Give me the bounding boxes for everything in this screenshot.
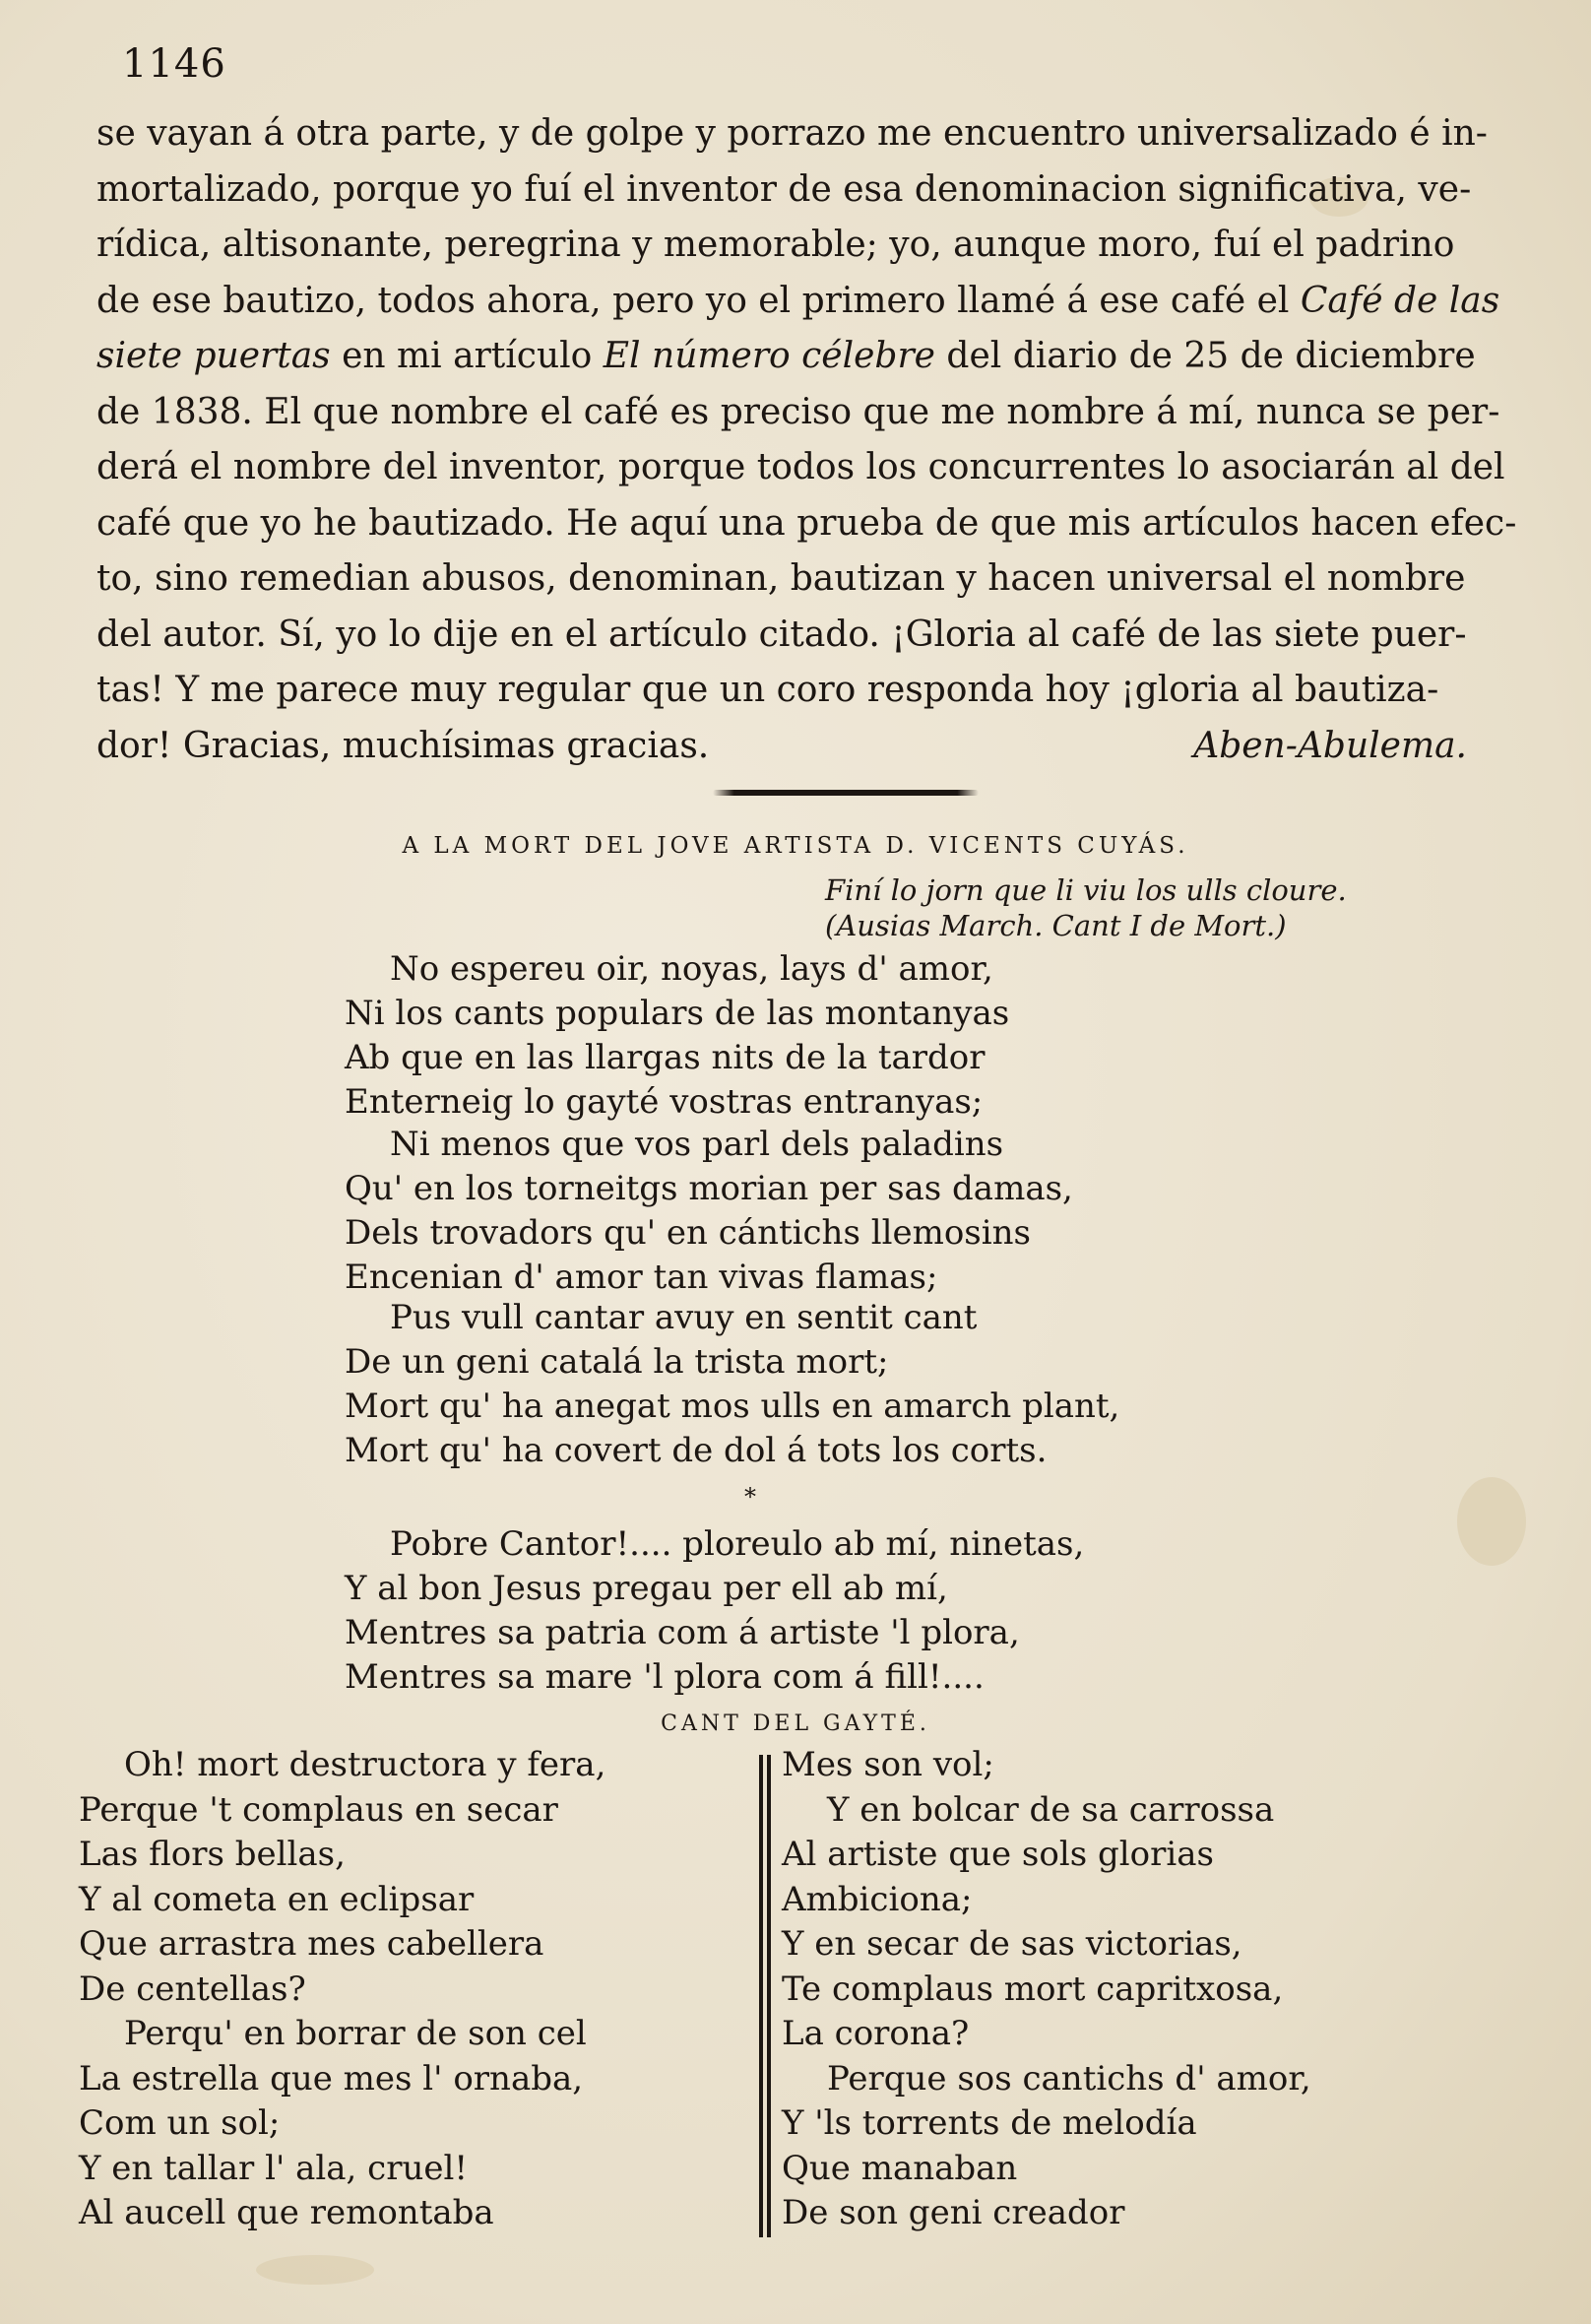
prose-text: derá el nombre del inventor, porque todos los concurrentes lo asociarán al del [96, 447, 1505, 487]
verse-line: Ambiciona; [782, 1879, 973, 1919]
prose-line [96, 329, 1476, 385]
page-number: 1146 [122, 41, 226, 87]
verse-line: Y en secar de sas victorias, [782, 1924, 1242, 1964]
verse-line: La estrella que mes l' ornaba, [79, 2058, 584, 2098]
poem-stanza [345, 1522, 1084, 1700]
epigraph-line: Finí lo jorn que li viu los ulls cloure. [825, 873, 1347, 907]
verse-line: Al artiste que sols glorias [782, 1835, 1214, 1874]
poem-stanza [345, 1296, 1119, 1473]
verse-line: Mort qu' ha anegat mos ulls en amarch plant, [345, 1387, 1120, 1426]
verse-line: Enterneig lo gayté vostras entranyas; [345, 1082, 984, 1122]
verse-line: Y al bon Jesus pregau per ell ab mí, [345, 1569, 948, 1608]
prose-line [96, 663, 1467, 719]
prose-line [96, 162, 1472, 219]
verse-line: Ab que en las llargas nits de la tardor [345, 1038, 986, 1077]
prose-text: del autor. Sí, yo lo dije en el artículo citado. ¡Gloria al café de las siete puer- [96, 613, 1467, 655]
section-divider [713, 790, 979, 796]
verse-line: Y 'ls torrents de melodía [782, 2103, 1197, 2143]
asterisk-separator: * [744, 1483, 756, 1511]
prose-italic-text: El número célebre [603, 336, 935, 376]
verse-line: Y en bolcar de sa carrossa [827, 1789, 1275, 1830]
prose-text: en mi artículo [330, 336, 604, 376]
cant-title: CANT DEL GAYTÉ. [661, 1711, 930, 1736]
prose-line [96, 385, 1500, 441]
prose-text: de 1838. El que nombre el café es preciso que me nombre á mí, nunca se per- [96, 391, 1500, 432]
verse-line: Qu' en los torneitgs morian per sas damas, [345, 1169, 1073, 1208]
prose-line [96, 608, 1467, 664]
prose-text: café que yo he bautizado. He aquí una prueba de que mis artículos hacen efec- [96, 502, 1517, 544]
verse-line: Pus vull cantar avuy en sentit cant [390, 1298, 978, 1337]
prose-block [96, 106, 1517, 774]
verse-line: Pobre Cantor!.... ploreulo ab mí, ninetas, [390, 1524, 1085, 1564]
poem-title: A LA MORT DEL JOVE ARTISTA D. VICENTS CUYÁS. [402, 833, 1189, 859]
verse-line: No espereu oir, noyas, lays d' amor, [390, 949, 993, 989]
verse-line: Encenian d' amor tan vivas flamas; [345, 1258, 938, 1297]
verse-column-left [79, 1743, 605, 2236]
prose-text: de ese bautizo, todos ahora, pero yo el primero llamé á ese café el [96, 280, 1301, 321]
verse-line: Y al cometa en eclipsar [79, 1879, 475, 1919]
prose-text: se vayan á otra parte, y de golpe y porrazo me encuentro universalizado é in- [96, 113, 1488, 154]
prose-line [96, 719, 1467, 775]
verse-line: De centellas? [79, 1969, 306, 2009]
epigraph [825, 872, 1347, 943]
author-signature: Aben-Abulema. [1193, 725, 1467, 766]
verse-line: De son geni creador [782, 2193, 1125, 2232]
prose-text: del diario de 25 de diciembre [934, 336, 1476, 376]
verse-line: Mentres sa patria com á artiste 'l plora, [345, 1613, 1020, 1652]
column-rule [759, 1755, 763, 2237]
verse-line: Que arrastra mes cabellera [79, 1924, 544, 1964]
epigraph-citation: (Ausias March. Cant I de Mort.) [825, 909, 1287, 942]
prose-line [96, 274, 1500, 330]
verse-line: De un geni catalá la trista mort; [345, 1342, 889, 1382]
prose-line [96, 551, 1467, 608]
verse-line: Mentres sa mare 'l plora com á fill!.... [345, 1657, 985, 1697]
paper-stain [1457, 1477, 1526, 1566]
verse-line: Perqu' en borrar de son cel [124, 2014, 587, 2053]
verse-line: Que manaban [782, 2148, 1018, 2188]
prose-text: dor! Gracias, muchísimas gracias. [96, 725, 710, 766]
prose-text: tas! Y me parece muy regular que un coro responda hoy ¡gloria al bautiza- [96, 670, 1439, 710]
verse-line: Ni los cants populars de las montanyas [345, 994, 1010, 1033]
poem-stanza [345, 1123, 1073, 1300]
verse-line: Perque sos cantichs d' amor, [827, 2058, 1311, 2098]
verse-line: Mort qu' ha covert de dol á tots los corts. [345, 1431, 1048, 1470]
verse-line: Com un sol; [79, 2103, 281, 2143]
prose-line [96, 218, 1467, 274]
verse-line: Al aucell que remontaba [79, 2193, 494, 2232]
prose-text: mortalizado, porque yo fuí el inventor de esa denominacion significativa, ve- [96, 168, 1472, 210]
verse-line: Las flors bellas, [79, 1835, 346, 1874]
prose-line [96, 440, 1505, 496]
prose-line [96, 496, 1517, 552]
verse-line: Perque 't complaus en secar [79, 1789, 558, 1830]
verse-line: Mes son vol; [782, 1745, 994, 1784]
verse-line: La corona? [782, 2014, 970, 2053]
verse-line: Y en tallar l' ala, cruel! [79, 2148, 469, 2188]
prose-italic-text: siete puertas [96, 336, 331, 376]
prose-text: to, sino remedian abusos, denominan, bautizan y hacen universal el nombre [96, 558, 1466, 599]
verse-line: Ni menos que vos parl dels paladins [390, 1125, 1004, 1164]
verse-line: Te complaus mort capritxosa, [782, 1969, 1284, 2009]
prose-italic-text: Café de las [1300, 280, 1500, 321]
prose-text: rídica, altisonante, peregrina y memorable; yo, aunque moro, fuí el padrino [96, 225, 1455, 265]
verse-line: Oh! mort destructora y fera, [124, 1745, 606, 1784]
verse-column-right [782, 1743, 1311, 2236]
paper-stain [256, 2255, 374, 2285]
poem-stanza [345, 947, 1009, 1125]
prose-line [96, 106, 1488, 162]
verse-line: Dels trovadors qu' en cántichs llemosins [345, 1213, 1031, 1253]
